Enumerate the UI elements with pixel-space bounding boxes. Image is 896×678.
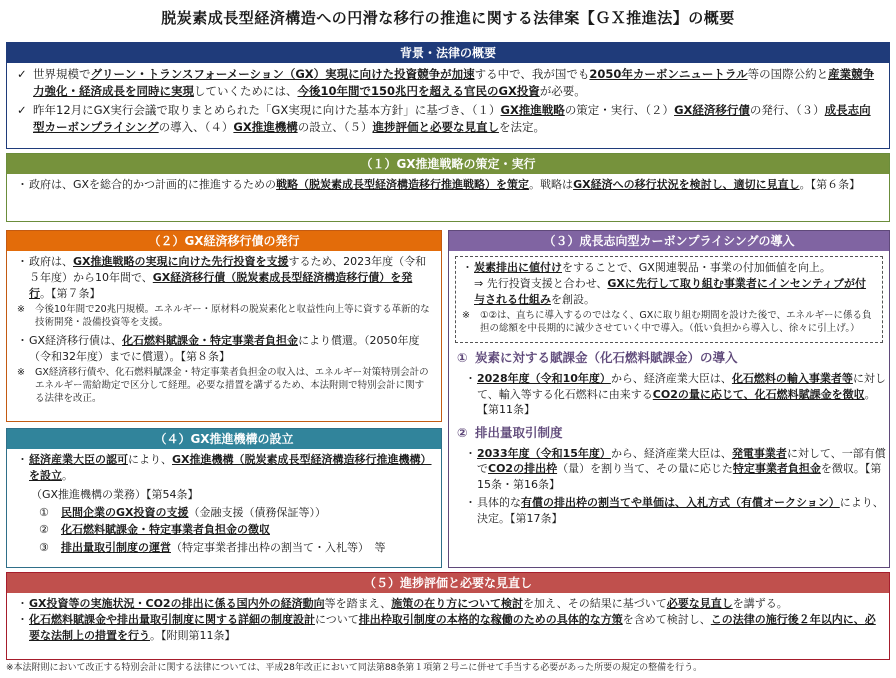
task-item-3 xyxy=(39,539,433,557)
bullet-text: 政府は、GXを総合的かつ計画的に推進するための戦略（脱炭素成長型経済構造移行推進戦略）を策定。戦略はGX経済への移行状況を検討し、適切に見直し。【第６条】 xyxy=(29,178,861,191)
bullet-icon: ・ xyxy=(17,334,28,348)
list-item xyxy=(17,177,881,193)
bullet-text: 2028年度（令和10年度）から、経済産業大臣は、化石燃料の輸入事業者等に対して、輸入等する化石燃料に由来するCO2の量に応じて、化石燃料賦課金を徴収。【第11条】 xyxy=(477,371,886,417)
list-item xyxy=(17,612,881,644)
bullet-icon: ・ xyxy=(17,612,28,626)
note-text: GX経済移行債や、化石燃料賦課金・特定事業者負担金の収入は、エネルギー対策特別会計のエネルギー需給勘定で区分して経理。必要な措置を講ずるため、本法附則で特別会計に関する法律を改正。 xyxy=(35,367,429,404)
background-bullet-2 xyxy=(17,102,881,137)
bullet-icon: ・ xyxy=(17,453,28,466)
section-5-header: （５）進捗評価と必要な見直し xyxy=(7,573,889,593)
background-header: 背景・法律の概要 xyxy=(7,43,889,63)
note-text: ①②は、直ちに導入するのではなく、GXに取り組む期間を設けた後で、エネルギーに係る負担の総額を中長期的に減少させていく中で導入。（低い負担から導入し、徐々に引上げ。） xyxy=(480,309,872,334)
section-3-carbon-pricing xyxy=(448,230,890,568)
bullet-icon: ・ xyxy=(17,178,28,191)
section-1-header: （１）GX推進戦略の策定・実行 xyxy=(7,154,889,174)
bullet-text: 経済産業大臣の認可により、GX推進機構（脱炭素成長型経済構造移行推進機構）を設立。 xyxy=(29,453,432,482)
bullet-text: GX経済移行債は、化石燃料賦課金・特定事業者負担金により償還。（2050年度（令和32年度）までに償還）。【第８条】 xyxy=(29,334,420,364)
note-mark: ※ xyxy=(17,367,25,379)
list-item xyxy=(465,371,889,419)
bullet-icon: ・ xyxy=(465,371,476,385)
bullet-text: 昨年12月にGX実行会議で取りまとめられた「GX実現に向けた基本方針」に基づき、（１）GX推進戦略の策定・実行、（２）GX経済移行債の発行、（３）成長志向型カーボンプライシングの導入、（４）GX推進機構の設立、（５）進捗評価と必要な見直しを法定。 xyxy=(33,102,871,134)
bullet-icon: ・ xyxy=(465,496,476,510)
checkmark-icon: ✓ xyxy=(17,102,27,117)
task-number: ② xyxy=(39,523,49,537)
bullet-text: GX投資等の実施状況・CO2の排出に係る国内外の経済動向等を踏まえ、施策の在り方について検討を加え、その結果に基づいて必要な見直しを講ずる。 xyxy=(29,597,788,610)
bullet-text: 化石燃料賦課金や排出量取引制度に関する詳細の制度設計について排出枠取引制度の本格的な稼働のための具体的な方策を含めて検討し、この法律の施行後２年以内に、必要な法制上の措置を行う。【附則第11条】 xyxy=(29,612,876,642)
incentive-text: ⇒ 先行投資支援と合わせ、GXに先行して取り組む事業者にインセンティブが付与される仕組みを創設。 xyxy=(474,276,867,306)
note xyxy=(462,310,876,336)
note-text: 今後10年間で20兆円規模。エネルギー・原材料の脱炭素化と収益性向上等に資する革新的な技術開発・設備投資等を支援。 xyxy=(35,303,430,328)
section-1-gx-strategy xyxy=(6,153,890,222)
bullet-text: 世界規模でグリーン・トランスフォーメーション（GX）実現に向けた投資競争が加速する中で、我が国でも2050年カーボンニュートラル等の国際公約と産業競争力強化・経済成長を同時に実現していくためには、今後10年間で150兆円を超える官民のGX投資が必要。 xyxy=(33,67,875,99)
subsection-number: ① xyxy=(457,350,468,366)
bullet-icon: ・ xyxy=(462,261,473,274)
section-2-header: （２）GX経済移行債の発行 xyxy=(7,231,441,251)
task-item-2 xyxy=(39,521,433,539)
tasks-label: （GX推進機構の業務）【第54条】 xyxy=(31,487,199,501)
pricing-overview-box xyxy=(455,256,883,343)
list-item xyxy=(462,260,876,276)
bullet-icon: ・ xyxy=(17,255,28,268)
note xyxy=(17,304,433,330)
list-item xyxy=(465,446,889,494)
list-item xyxy=(465,495,889,527)
subsection-fossil-fuel-levy xyxy=(457,349,889,367)
note-mark: ※ xyxy=(17,303,25,315)
page-title: 脱炭素成長型経済構造への円滑な移行の推進に関する法律案【ＧＸ推進法】の概要 xyxy=(161,9,735,27)
section-4-gx-organization xyxy=(6,428,442,568)
bullet-text: 炭素排出に値付けをすることで、GX関連製品・事業の付加価値を向上。 xyxy=(474,261,831,274)
bullet-text: 具体的な有償の排出枠の割当てや単価は、入札方式（有償オークション）により、決定。【第17条】 xyxy=(477,496,884,526)
section-5-review xyxy=(6,572,890,660)
list-item xyxy=(17,254,433,302)
background-bullet-1 xyxy=(17,66,881,101)
task-text: 排出量取引制度の運営（特定事業者排出枠の割当て・入札等） 等 xyxy=(61,541,386,554)
note xyxy=(17,367,433,405)
task-number: ① xyxy=(39,505,49,519)
task-text: 化石燃料賦課金・特定事業者負担金の徴収 xyxy=(61,523,270,537)
bullet-text: 2033年度（令和15年度）から、経済産業大臣は、発電事業者に対して、一部有償でCO2の排出枠（量）を割り当て、その量に応じた特定事業者負担金を徴収。【第15条・第16条】 xyxy=(477,446,886,492)
bullet-text: 政府は、GX推進戦略の実現に向けた先行投資を支援するため、2023年度（令和５年度）から10年間で、GX経済移行債（脱炭素成長型経済構造移行債）を発行。【第７条】 xyxy=(29,255,427,300)
subsection-title: 炭素に対する賦課金（化石燃料賦課金）の導入 xyxy=(475,350,738,366)
section-4-header: （４）GX推進機構の設立 xyxy=(7,429,441,449)
note-mark: ※ xyxy=(462,309,470,321)
task-number: ③ xyxy=(39,541,49,554)
list-item xyxy=(17,596,881,612)
section-2-gx-bonds xyxy=(6,230,442,422)
task-item-1 xyxy=(39,504,433,522)
bullet-icon: ・ xyxy=(465,446,476,460)
list-item xyxy=(17,333,433,365)
bullet-icon: ・ xyxy=(17,597,28,610)
list-item xyxy=(17,452,433,484)
background-section xyxy=(6,42,890,149)
task-text: 民間企業のGX投資の支援（金融支援（債務保証等）） xyxy=(61,505,327,519)
footnote: ※本法附則において改正する特別会計に関する法律については、平成28年改正において同法第88条第１項第２号ニに併せて手当する必要があった所要の規定の整備を行う。 xyxy=(6,663,703,673)
subsection-emissions-trading xyxy=(457,424,889,442)
subsection-number: ② xyxy=(457,425,468,441)
subsection-title: 排出量取引制度 xyxy=(475,425,563,441)
checkmark-icon: ✓ xyxy=(17,67,27,81)
section-3-header: （３）成長志向型カーボンプライシングの導入 xyxy=(449,231,889,251)
